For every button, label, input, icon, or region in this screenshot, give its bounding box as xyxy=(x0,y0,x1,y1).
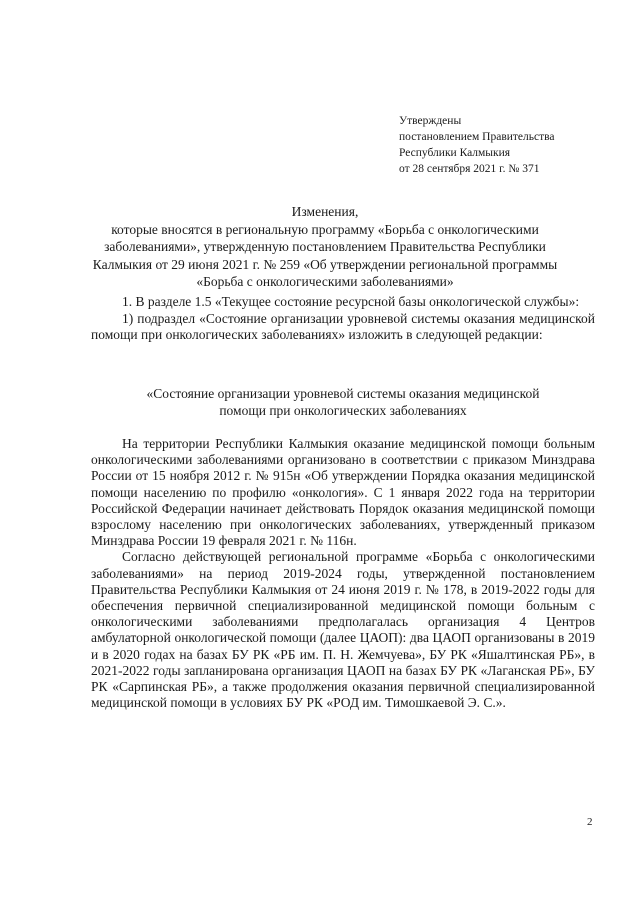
approval-line: Утверждены xyxy=(399,115,462,127)
title-line: «Борьба с онкологическими заболеваниями» xyxy=(196,274,454,289)
subsection-title xyxy=(91,386,595,419)
body-paragraph-1: На территории Республики Калмыкия оказание медицинской помощи больным онкологическими заболеваниями организовано в соответствии с приказом Минздрава России от 15 ноября 2012 г. № 915н «Об утверждении Порядка оказания медицинской помощи населению по профилю «онкология». С 1 января 2022 года на территории Российской Федерации начинает действовать Порядок оказания медицинской помощи взрослому населению при онкологических заболеваниях, утвержденный приказом Минздрава России 19 февраля 2021 г. № 116н. xyxy=(91,436,595,549)
approval-stamp xyxy=(399,113,555,177)
document-title xyxy=(90,203,560,291)
body-text xyxy=(91,436,595,711)
subsection-title-line: помощи при онкологических заболеваниях xyxy=(219,402,467,418)
approval-line: постановлением Правительства xyxy=(399,131,555,143)
title-line: Калмыкия от 29 июня 2021 г. № 259 «Об утверждении региональной программы xyxy=(92,256,558,272)
title-line: заболеваниями», утвержденную постановлением Правительства Республики xyxy=(104,239,546,254)
approval-line: Республики Калмыкия xyxy=(399,147,511,159)
amendment-item-1: 1. В разделе 1.5 «Текущее состояние ресурсной базы онкологической службы»: xyxy=(122,294,580,309)
title-line: которые вносятся в региональную программу «Борьба с онкологическими xyxy=(111,221,539,237)
page-number: 2 xyxy=(587,816,593,828)
title-line: Изменения, xyxy=(291,204,359,219)
approval-line: от 28 сентября 2021 г. № 371 xyxy=(399,163,540,175)
body-paragraph-2: Согласно действующей региональной программе «Борьба с онкологическими заболеваниями» на период 2019-2024 годы, утвержденной постановлением Правительства Республики Калмыкия от 24 июня 2019 г. № 178, в 2019-2022 годы для обеспечения первичной специализированной медицинской помощи больным с онкологическими заболеваниями предполагалась организация 4 Центров амбулаторной онкологической помощи (далее ЦАОП): два ЦАОП организованы в 2019 и в 2020 годах на базах БУ РК «РБ им. П. Н. Жемчуева», БУ РК «Яшалтинская РБ», в 2021-2022 годы запланирована организация ЦАОП на базах БУ РК «Лаганская РБ», БУ РК «Сарпинская РБ», а также продолжения оказания первичной специализированной медицинской помощи в условиях БУ РК «РОД им. Тимошкаевой Э. С.». xyxy=(91,549,595,711)
subsection-title-line: «Состояние организации уровневой системы оказания медицинской xyxy=(146,386,540,401)
amendment-item-1-1: 1) подраздел «Состояние организации уровневой системы оказания медицинской помощи при онкологических заболеваниях» изложить в следующей редакции: xyxy=(91,311,595,343)
amendment-items xyxy=(91,294,595,344)
